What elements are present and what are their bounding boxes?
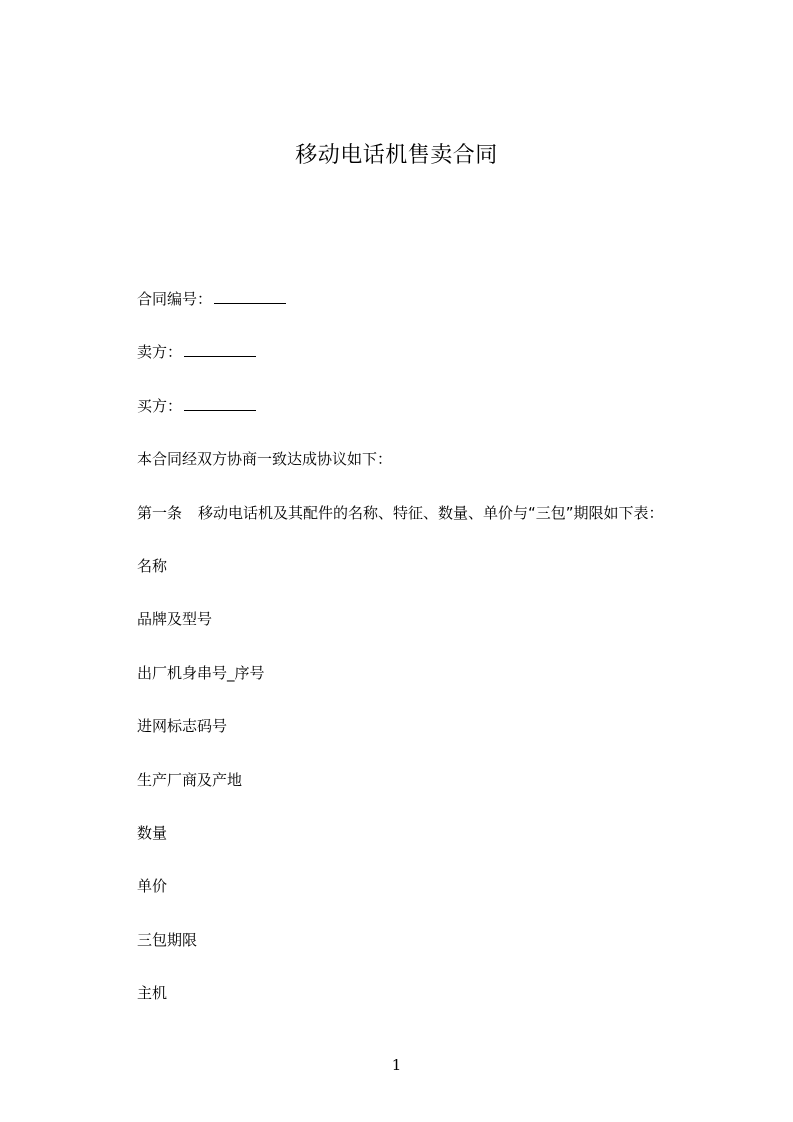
table-field-item: 数量 (137, 823, 168, 842)
table-field-item: 进网标志码号 (137, 717, 228, 736)
article-1-text: 移动电话机及其配件的名称、特征、数量、单价与“三包”期限如下表： (198, 503, 664, 522)
table-field-item: 主机 (137, 984, 168, 1003)
article-1-number: 第一条 (137, 503, 183, 522)
article-1 (137, 502, 737, 555)
table-field-item: 出厂机身串号_序号 (137, 663, 265, 682)
document-title: 移动电话机售卖合同 (295, 143, 498, 168)
page-number: 1 (391, 1056, 402, 1074)
document-body (137, 288, 737, 1035)
seller-blank (184, 342, 256, 357)
seller-label: 卖方： (137, 343, 183, 362)
buyer-line (137, 395, 737, 448)
contract-number-label: 合同编号： (137, 290, 213, 308)
contract-number-line (137, 288, 737, 341)
table-field-item: 生产厂商及产地 (137, 770, 243, 789)
contract-number-blank (214, 289, 286, 304)
buyer-label: 买方： (137, 396, 183, 415)
table-field-item: 三包期限 (137, 930, 198, 949)
buyer-blank (184, 396, 256, 411)
seller-line (137, 341, 737, 394)
table-field-item: 品牌及型号 (137, 610, 213, 629)
table-field-item: 单价 (137, 877, 168, 896)
intro-line: 本合同经双方协商一致达成协议如下： (137, 450, 393, 469)
table-field-item: 名称 (137, 556, 168, 575)
